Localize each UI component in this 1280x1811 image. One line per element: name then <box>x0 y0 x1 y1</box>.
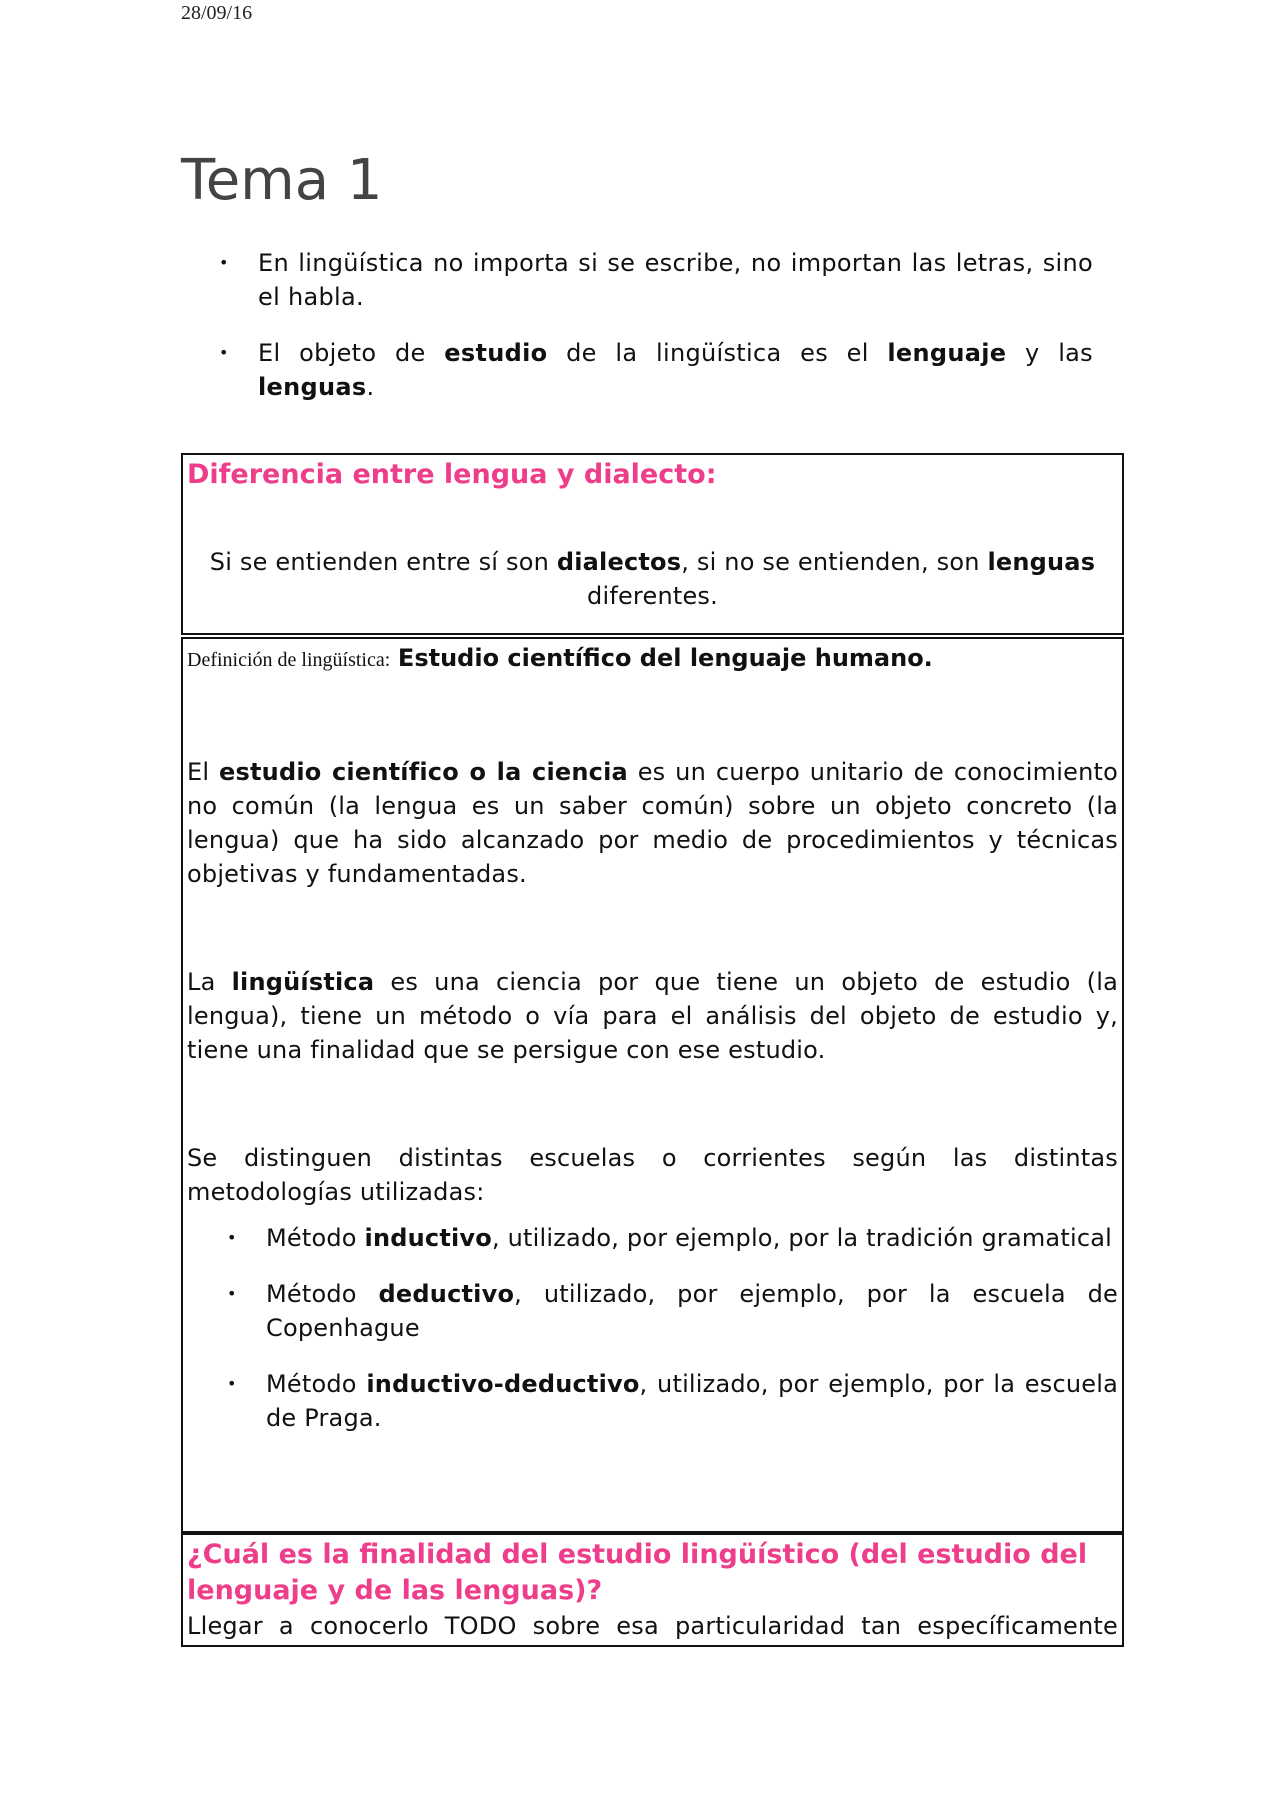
method-item-text <box>266 1280 1118 1342</box>
scientific-study-paragraph <box>187 755 1118 891</box>
purpose-text: Llegar a conocerlo TODO sobre esa particularidad tan específicamente <box>187 1612 1118 1640</box>
text-run: En lingüística no importa si se escribe, no importan las letras, sino el habla. <box>258 249 1093 311</box>
text-run: Método <box>266 1224 365 1252</box>
bullet-icon: • <box>219 253 229 272</box>
intro-bullet-text <box>258 249 1093 311</box>
definition-line <box>187 641 1118 677</box>
text-run: El <box>187 758 220 786</box>
document-date: 28/09/16 <box>181 2 253 24</box>
text-run: Se distinguen distintas escuelas o corrientes según las distintas metodologías utilizadas: <box>187 1144 1118 1206</box>
intro-bullet-text <box>258 339 1093 401</box>
language-dialect-heading: Diferencia entre lengua y dialecto: <box>187 459 717 490</box>
language-dialect-text <box>187 545 1118 613</box>
linguistics-definition-box <box>181 637 1124 1533</box>
linguistics-science-paragraph <box>187 965 1118 1067</box>
language-dialect-box <box>181 453 1124 635</box>
text-run: , utilizado, por ejemplo, por la tradición gramatical <box>491 1224 1112 1252</box>
bold-text: lingüística <box>231 968 375 996</box>
text-run: Método <box>266 1280 379 1308</box>
method-item <box>187 1277 1118 1345</box>
bullet-icon: • <box>227 1228 237 1247</box>
text-run: , utilizado, por ejemplo, por la escuela de Praga. <box>266 1370 1119 1432</box>
intro-bullet-item <box>181 246 1093 314</box>
purpose-heading: ¿Cuál es la finalidad del estudio lingüístico (del estudio del lenguaje y de las lenguas)? <box>187 1539 1088 1606</box>
bullet-icon: • <box>219 343 229 362</box>
text-run: Método <box>266 1370 367 1398</box>
bold-text: lenguas <box>258 373 367 401</box>
text-run: y las <box>1006 339 1093 367</box>
bold-text: lenguaje <box>887 339 1007 367</box>
bold-text: inductivo-deductivo <box>366 1370 640 1398</box>
bullet-icon: • <box>227 1284 237 1303</box>
text-run: es un cuerpo unitario de conocimiento no común (la lengua es un saber común) sobre un objeto concreto (la lengua) que ha sido alcanzado por medio de procedimientos y técnicas objetivas y fundamentadas. <box>187 758 1118 888</box>
method-list <box>187 1221 1118 1435</box>
text-run: es una ciencia por que tiene un objeto de estudio (la lengua), tiene un método o vía para el análisis del objeto de estudio y, tiene una finalidad que se persigue con ese estudio. <box>187 968 1118 1064</box>
intro-bullet-list <box>181 246 1093 426</box>
text-run: , si no se entienden, son <box>681 548 988 576</box>
method-item <box>187 1367 1118 1435</box>
definition-label: Definición de lingüística: <box>187 649 391 671</box>
method-item <box>187 1221 1118 1255</box>
text-run: diferentes. <box>587 582 718 610</box>
bold-text: inductivo <box>364 1224 492 1252</box>
bold-text: estudio <box>444 339 548 367</box>
bold-text: dialectos <box>556 548 682 576</box>
text-run: . <box>366 373 375 401</box>
method-item-text <box>266 1224 1112 1252</box>
text-run: La <box>187 968 232 996</box>
page-title: Tema 1 <box>181 148 383 213</box>
bold-text: deductivo <box>378 1280 515 1308</box>
schools-paragraph <box>187 1141 1118 1209</box>
text-run: de la lingüística es el <box>547 339 888 367</box>
text-run: , utilizado, por ejemplo, por la escuela de Copenhague <box>266 1280 1118 1342</box>
bold-text: estudio científico o la ciencia <box>219 758 628 786</box>
purpose-box <box>181 1533 1124 1647</box>
bold-text: lenguas <box>987 548 1096 576</box>
method-item-text <box>266 1370 1118 1432</box>
intro-bullet-item <box>181 336 1093 404</box>
text-run: El objeto de <box>258 339 445 367</box>
text-run: Si se entienden entre sí son <box>209 548 557 576</box>
definition-text: Estudio científico del lenguaje humano. <box>397 644 933 672</box>
bullet-icon: • <box>227 1374 237 1393</box>
